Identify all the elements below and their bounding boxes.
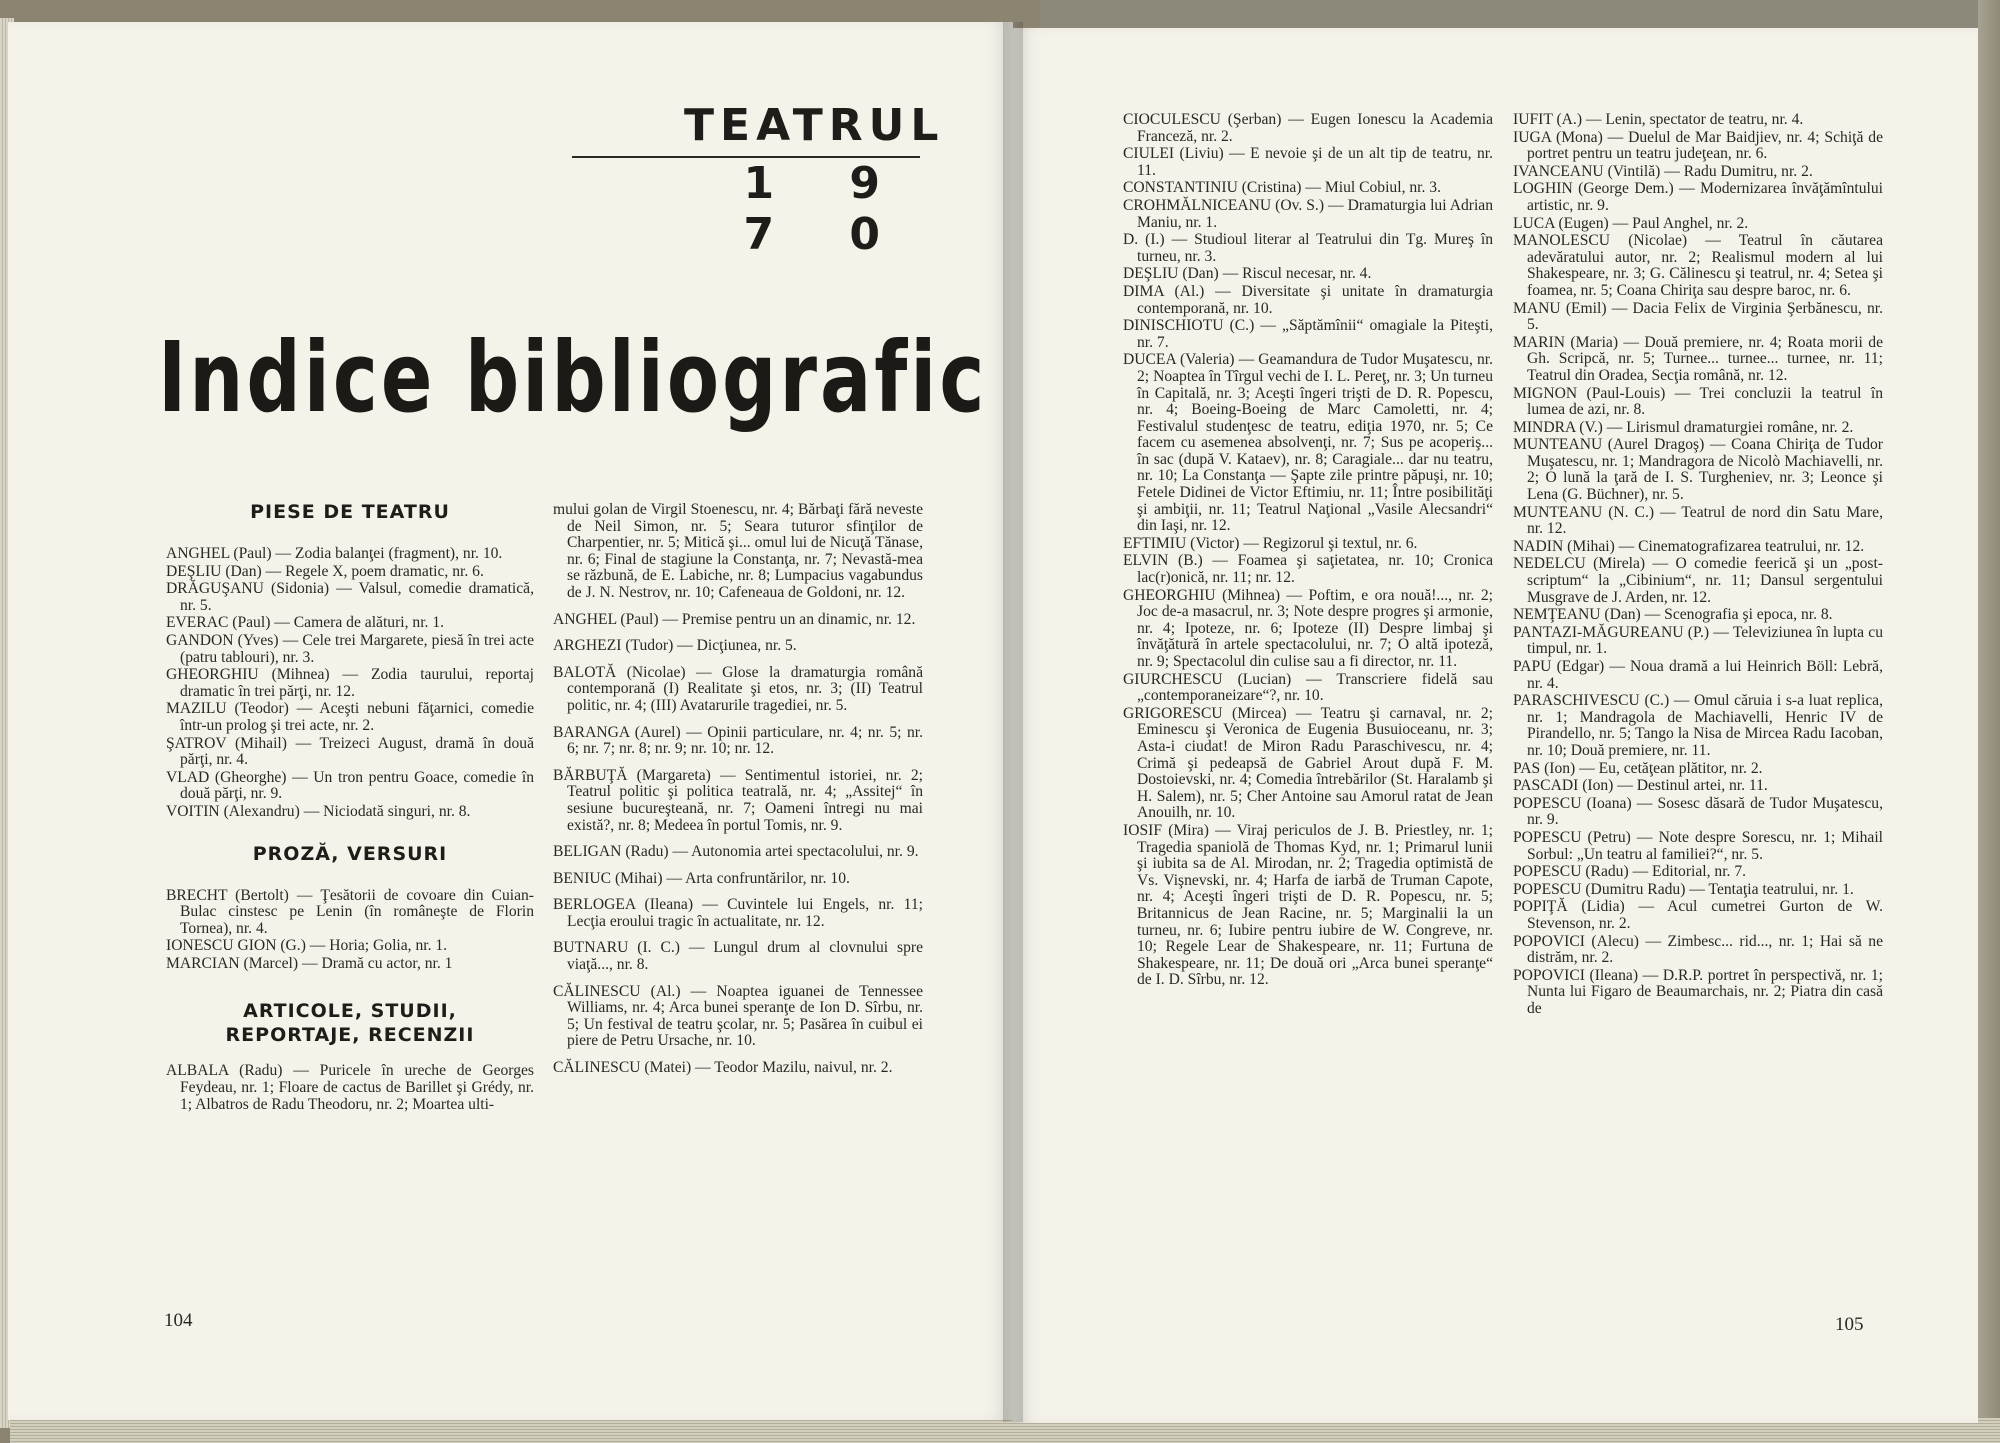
bibliography-entry: POPESCU (Dumitru Radu) — Tentaţia teatrului, nr. 1. — [1513, 880, 1854, 898]
section-heading-piese: PIESE DE TEATRU — [250, 501, 450, 523]
book-gutter — [1003, 22, 1023, 1422]
bibliography-entry: MAZILU (Teodor) — Aceşti nebuni făţarnici, comedie într-un prolog şi trei acte, nr. 2. — [166, 700, 534, 734]
bibliography-entry: CIOCULESCU (Şerban) — Eugen Ionescu la Academia Franceză, nr. 2. — [1123, 111, 1493, 145]
page-title: Indice bibliografic — [158, 320, 988, 434]
bibliography-entry: VLAD (Gheorghe) — Un tron pentru Goace, comedie în două părţi, nr. 9. — [166, 768, 534, 803]
bibliography-entry: PANTAZI-MĂGUREANU (P.) — Televiziunea în lupta cu timpul, nr. 1. — [1513, 623, 1883, 658]
bibliography-entry: PASCADI (Ion) — Destinul artei, nr. 11. — [1513, 777, 1768, 795]
bibliography-entry: MUNTEANU (Aurel Dragoş) — Coana Chiriţa de Tudor Muşatescu, nr. 1; Mandragora de Nicolò Machiavelli, nr. 2; O lună la ţară de I. S. Turgheniev, nr. 3; Leonce şi Lena (G. Büchner), nr. 5. — [1513, 436, 1883, 504]
bibliography-entry: ŞATROV (Mihail) — Treizeci August, dramă în două părţi, nr. 4. — [166, 734, 534, 769]
bibliography-entry: BERLOGEA (Ileana) — Cuvintele lui Engels, nr. 11; Lecţia eroului tragic în actualitate, nr. 12. — [553, 896, 923, 930]
bibliography-entry: mului golan de Virgil Stoenescu, nr. 4; Bărbaţi fără neveste de Neil Simon, nr. 5; Seara tuturor sfinţilor de Charpentier, nr. 5; Mitică şi... omul lui de Nicuţă Tănase, nr. 6; Final de stagiune la Constanţa, nr. 7; Nevastă-mea se răzbună, de E. Labiche, nr. 8; Lumpacius vagabundus de J. N. Nestrov, nr. 10; Cafeneaua de Goldoni, nr. 12. — [553, 501, 923, 601]
bibliography-entry: POPIŢĂ (Lidia) — Acul cumetrei Gurton de W. Stevenson, nr. 2. — [1513, 898, 1883, 932]
bibliography-entry: MANU (Emil) — Dacia Felix de Virginia Şerbănescu, nr. 5. — [1513, 299, 1883, 334]
bibliography-entry: PAS (Ion) — Eu, cetăţean plătitor, nr. 2. — [1513, 759, 1763, 777]
articole-list-c-i — [1123, 112, 1493, 989]
bibliography-entry: GRIGORESCU (Mircea) — Teatru şi carnaval, nr. 2; Eminescu şi Veronica de Eugenia Busuioceanu, nr. 3; Asta-i ciudat! de Miron Radu Paraschivescu, nr. 4; Crimă şi pedeapsă de Gabriel Arout după F. M. Dostoievski, nr. 4; Comedia întrebărilor (St. Haralamb şi H. Salem), nr. 5; Cher Antoine sau Amorul ratat de Jean Anouilh, nr. 10. — [1123, 704, 1493, 822]
bibliography-entry: MINDRA (V.) — Lirismul dramaturgiei române, nr. 2. — [1513, 418, 1854, 436]
bibliography-entry: LOGHIN (George Dem.) — Modernizarea învăţămîntului artistic, nr. 9. — [1513, 180, 1883, 214]
bibliography-entry: DEŞLIU (Dan) — Riscul necesar, nr. 4. — [1123, 265, 1372, 283]
bibliography-entry: PAPU (Edgar) — Noua dramă a lui Heinrich Böll: Lebră, nr. 4. — [1513, 658, 1883, 692]
book-cover-edge — [1978, 0, 2000, 1443]
bibliography-entry: GIURCHESCU (Lucian) — Transcriere fidelă sau „contemporaneizare“?, nr. 10. — [1123, 670, 1493, 705]
bibliography-entry: GANDON (Yves) — Cele trei Margarete, piesă în trei acte (patru tablouri), nr. 3. — [166, 631, 534, 666]
bibliography-entry: VOITIN (Alexandru) — Niciodată singuri, nr. 8. — [166, 802, 471, 820]
bibliography-entry: POPESCU (Radu) — Editorial, nr. 7. — [1513, 863, 1747, 881]
bibliography-entry: POPOVICI (Ileana) — D.R.P. portret în perspectivă, nr. 1; Nunta lui Figaro de Beaumarchais, nr. 2; Piatra din casă de — [1513, 966, 1883, 1017]
column-3 — [1123, 112, 1493, 990]
bibliography-entry: NADIN (Mihai) — Cinematografizarea teatrului, nr. 12. — [1513, 537, 1865, 555]
bibliography-entry: PARASCHIVESCU (C.) — Omul căruia i s-a luat replica, nr. 1; Mandragola de Machiavelli, Henric IV de Pirandello, nr. 5; Tango la Nisa de Mircea Radu Iacoban, nr. 10; Două premiere, nr. 11. — [1513, 692, 1883, 759]
bibliography-entry: ANGHEL (Paul) — Zodia balanţei (fragment), nr. 10. — [166, 545, 503, 562]
column-2 — [553, 502, 923, 1078]
bibliography-entry: D. (I.) — Studioul literar al Teatrului din Tg. Mureş în turneu, nr. 3. — [1123, 231, 1493, 265]
bibliography-entry: BUTNARU (I. C.) — Lungul drum al clovnului spre viaţă..., nr. 8. — [553, 939, 923, 974]
articole-list — [166, 1063, 534, 1113]
book-cover-board — [1040, 0, 2000, 30]
header-year: 1 9 7 0 — [743, 158, 910, 260]
articole-list-i-p — [1513, 112, 1883, 1017]
piese-list — [166, 546, 534, 821]
bibliography-entry: MIGNON (Paul-Louis) — Trei concluzii la teatrul în lumea de azi, nr. 8. — [1513, 384, 1883, 419]
bibliography-entry: DUCEA (Valeria) — Geamandura de Tudor Muşatescu, nr. 2; Noaptea în Tîrgul vechi de I. L. Pereţ, nr. 3; Un turneu în Capitală, nr. 3; Aceşti îngeri trişti de D. R. Popescu, nr. 4; Boeing-Boeing de Marc Camoletti, nr. 4; Festivalul studenţesc de teatru, ediţia 1970, nr. 5; Ce facem cu asemenea absolvenţi, nr. 7; Sus pe acoperiş... în sac (după V. Kataev), nr. 8; Caragiale... dar nu teatru, nr. 10; La Constanţa — Şapte zile printre păpuşi, nr. 10; Fetele Didinei de Victor Eftimiu, nr. 11; Între posibilităţi şi ambiţii, nr. 11; Teatrul Naţional „Vasile Alecsandri“ din Iaşi, nr. 12. — [1123, 351, 1493, 535]
bibliography-entry: CONSTANTINIU (Cristina) — Miul Cobiul, nr. 3. — [1123, 179, 1441, 197]
bibliography-entry: MARIN (Maria) — Două premiere, nr. 4; Roata morii de Gh. Scripcă, nr. 5; Turnee... turnee... turnee, nr. 11; Teatrul din Oradea, Secţia română, nr. 12. — [1513, 333, 1883, 384]
bibliography-entry: POPOVICI (Alecu) — Zimbesc... rid..., nr. 1; Hai să ne distrăm, nr. 2. — [1513, 932, 1883, 967]
bibliography-entry: POPESCU (Petru) — Note despre Sorescu, nr. 1; Mihail Sorbul: „Un teatru al familiei?“, nr. 5. — [1513, 828, 1883, 863]
bibliography-entry: MANOLESCU (Nicolae) — Teatrul în căutarea adevăratului autor, nr. 2; Realismul modern al lui Shakespeare, nr. 3; G. Călinescu şi teatrul, nr. 4; Setea şi foamea, nr. 5; Coana Chiriţa sau despre baroc, nr. 6. — [1513, 232, 1883, 299]
bibliography-entry: MARCIAN (Marcel) — Dramă cu actor, nr. 1 — [166, 954, 453, 972]
column-4 — [1513, 112, 1883, 1018]
column-1 — [166, 500, 534, 1114]
bibliography-entry: CĂLINESCU (Al.) — Noaptea iguanei de Tennessee Williams, nr. 4; Arca bunei speranţe de Ion D. Sîrbu, nr. 5; Un festival de teatru şcolar, nr. 5; Pasărea în cuibul ei piere de Petru Ursache, nr. 10. — [553, 982, 923, 1050]
bibliography-entry: LUCA (Eugen) — Paul Anghel, nr. 2. — [1513, 214, 1749, 232]
bibliography-entry: EVERAC (Paul) — Camera de alături, nr. 1. — [166, 614, 445, 632]
header-teatrul: TEATRUL — [684, 100, 945, 151]
bibliography-entry: IUFIT (A.) — Lenin, spectator de teatru, nr. 4. — [1513, 111, 1804, 128]
bibliography-entry: POPESCU (Ioana) — Sosesc dăsară de Tudor Muşatescu, nr. 9. — [1513, 794, 1883, 829]
bibliography-entry: GHEORGHIU (Mihnea) — Zodia taurului, reportaj dramatic în trei părţi, nr. 12. — [166, 666, 534, 700]
bibliography-entry: CĂLINESCU (Matei) — Teodor Mazilu, naivul, nr. 2. — [553, 1059, 893, 1077]
bibliography-entry: DEŞLIU (Dan) — Regele X, poem dramatic, nr. 6. — [166, 562, 484, 580]
bibliography-entry: DIMA (Al.) — Diversitate şi unitate în dramaturgia contemporană, nr. 10. — [1123, 282, 1493, 317]
right-page — [1013, 28, 1978, 1423]
bibliography-entry: IUGA (Mona) — Duelul de Mar Baidjiev, nr. 4; Schiţă de portret pentru un teatru judeţean, nr. 6. — [1513, 128, 1883, 163]
bibliography-entry: EFTIMIU (Victor) — Regizorul şi textul, nr. 6. — [1123, 534, 1418, 552]
bibliography-entry: ALBALA (Radu) — Puricele în ureche de Georges Feydeau, nr. 1; Floare de cactus de Barillet şi Grédy, nr. 1; Albatros de Radu Theodoru, nr. 2; Moartea ulti- — [166, 1062, 534, 1113]
bibliography-entry: BRECHT (Bertolt) — Ţesătorii de covoare din Cuian-Bulac cinstesc pe Lenin (în româneşte de Florin Tornea), nr. 4. — [166, 886, 534, 937]
bibliography-entry: BELIGAN (Radu) — Autonomia artei spectacolului, nr. 9. — [553, 843, 919, 861]
bibliography-entry: GHEORGHIU (Mihnea) — Poftim, e ora nouă!..., nr. 2; Joc de-a masacrul, nr. 3; Note despre progres şi armonie, nr. 4; Ipoteze, nr. 6; Ipoteze (II) Despre limbaj şi învăţătură în artele spectacolului, nr. 7; O altă ipoteză, nr. 9; Spectacolul din culise sau a fi director, nr. 11. — [1123, 586, 1493, 670]
bibliography-entry: CIULEI (Liviu) — E nevoie şi de un alt tip de teatru, nr. 11. — [1123, 145, 1493, 179]
proza-list — [166, 888, 534, 973]
bibliography-entry: NEMŢEANU (Dan) — Scenografia şi epoca, nr. 8. — [1513, 606, 1833, 624]
bibliography-entry: IONESCU GION (G.) — Horia; Golia, nr. 1. — [166, 937, 448, 955]
bibliography-entry: ANGHEL (Paul) — Premise pentru un an dinamic, nr. 12. — [553, 610, 916, 628]
bibliography-entry: BENIUC (Mihai) — Arta confruntărilor, nr. 10. — [553, 869, 850, 887]
bibliography-entry: BALOTĂ (Nicolae) — Glose la dramaturgia română contemporană (I) Realitate şi etos, nr. 3; (II) Teatrul politic, nr. 4; (III) Avatarurile tragediei, nr. 5. — [553, 663, 923, 714]
bibliography-entry: NEDELCU (Mirela) — O comedie feerică şi un „post-scriptum“ la „Cibinium“, nr. 11; Dansul sergentului Musgrave de J. Arden, nr. 12. — [1513, 555, 1883, 606]
bibliography-entry: IOSIF (Mira) — Viraj periculos de J. B. Priestley, nr. 1; Tragedia spaniolă de Thomas Kyd, nr. 1; Primarul lunii şi iubita sa de Al. Mirodan, nr. 2; Tragedia optimistă de Vs. Vişnevski, nr. 4; Harfa de iarbă de Truman Capote, nr. 4; Aceşti îngeri trişti de D. R. Popescu, nr. 5; Britannicus de Jean Racine, nr. 5; Marginalii la un turneu, nr. 6; Iubire pentru iubire de W. Congreve, nr. 10; Regele Lear de Shakespeare, nr. 11; Furtuna de Shakespeare, nr. 11; De două ori „Arca bunei speranţe“ de I. D. Sîrbu, nr. 12. — [1123, 821, 1493, 989]
bibliography-entry: DINISCHIOTU (C.) — „Săptămînii“ omagiale la Piteşti, nr. 7. — [1123, 317, 1493, 351]
page-number-right: 105 — [1835, 1314, 1864, 1335]
bibliography-entry: MUNTEANU (N. C.) — Teatrul de nord din Satu Mare, nr. 12. — [1513, 503, 1883, 538]
bibliography-entry: IVANCEANU (Vintilă) — Radu Dumitru, nr. 2. — [1513, 162, 1813, 180]
bibliography-entry: BĂRBUŢĂ (Margareta) — Sentimentul istoriei, nr. 2; Teatrul politic şi politica teatrală, nr. 4; „Assitej“ în sesiune bucureşteană, nr. 7; Oameni întregi nu mai există?, nr. 8; Medeea în portul Tomis, nr. 9. — [553, 766, 923, 834]
left-page — [8, 22, 1013, 1420]
bibliography-entry: ELVIN (B.) — Foamea şi saţietatea, nr. 10; Cronica lac(r)onică, nr. 11; nr. 12. — [1123, 552, 1493, 587]
page-number-left: 104 — [164, 1310, 193, 1331]
bibliography-entry: BARANGA (Aurel) — Opinii particulare, nr. 4; nr. 5; nr. 6; nr. 7; nr. 8; nr. 9; nr. 10; nr. 12. — [553, 723, 923, 758]
bibliography-entry: CROHMĂLNICEANU (Ov. S.) — Dramaturgia lui Adrian Maniu, nr. 1. — [1123, 196, 1493, 231]
articole-list-continued — [553, 502, 923, 1077]
section-heading-proza: PROZĂ, VERSURI — [252, 842, 448, 865]
section-heading-articole: ARTICOLE, STUDII, REPORTAJE, RECENZII — [225, 1000, 475, 1047]
bibliography-entry: ARGHEZI (Tudor) — Dicţiunea, nr. 5. — [553, 637, 797, 655]
bibliography-entry: DRĂGUŞANU (Sidonia) — Valsul, comedie dramatică, nr. 5. — [166, 580, 534, 614]
